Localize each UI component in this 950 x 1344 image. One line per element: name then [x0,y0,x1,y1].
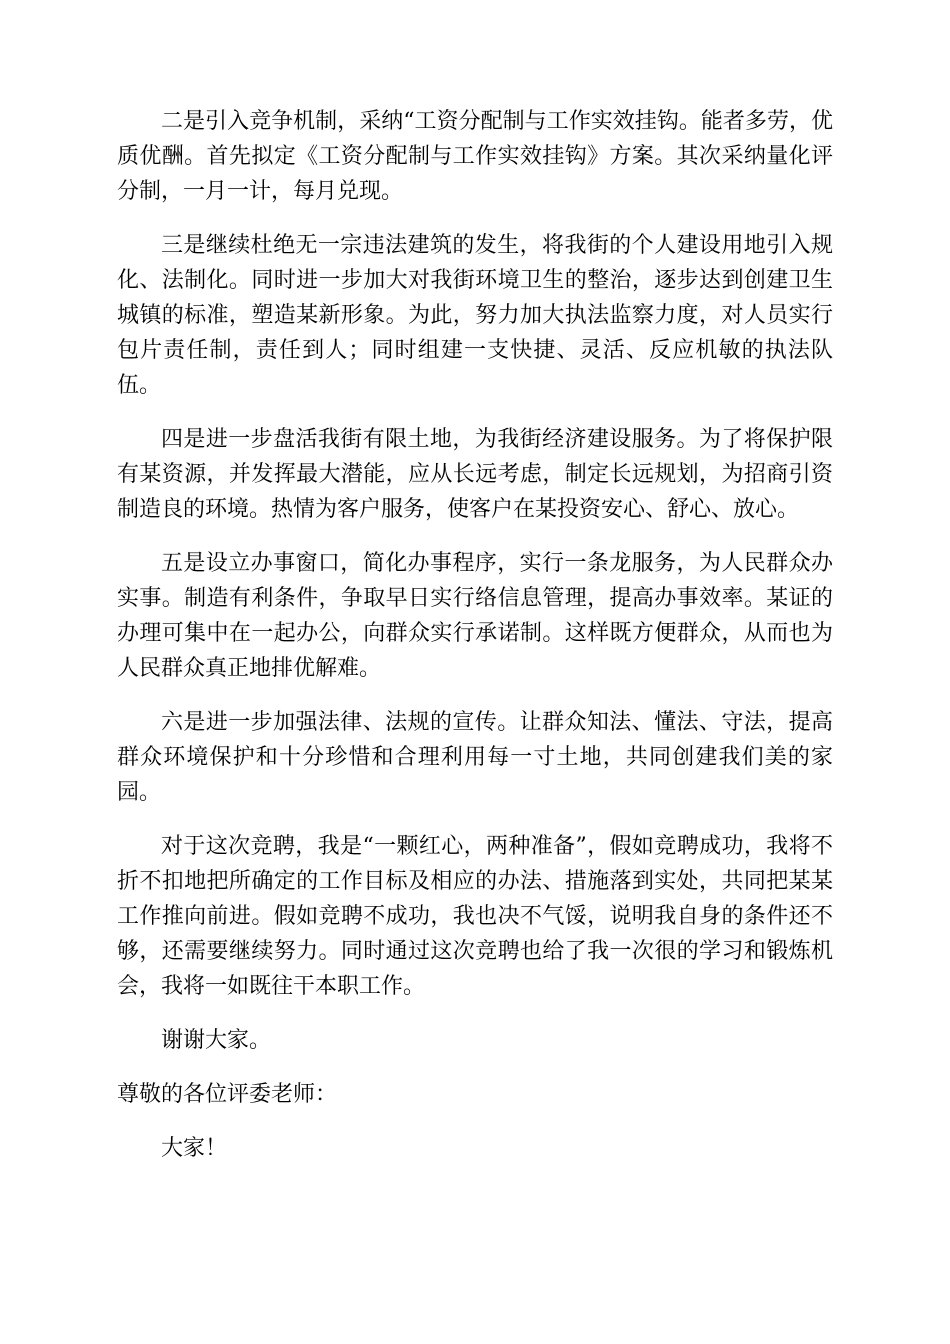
paragraph-service-window: 五是设立办事窗口，简化办事程序，实行一条龙服务，为人民群众办实事。制造有利条件，争取早日实行络信息管理，提高办事效率。某证的办理可集中在一起办公，向群众实行承诺制。这样既方便群众，从而也为人民群众真正地排优解难。 [117,551,833,681]
paragraph-greeting: 大家！ [161,1136,228,1161]
paragraph-legal-publicity: 六是进一步加强法律、法规的宣传。让群众知法、懂法、守法，提高群众环境保护和十分珍惜和合理利用每一寸土地，共同创建我们美的家园。 [117,710,833,805]
paragraph-competition-mechanism: 二是引入竞争机制，采纳“工资分配制与工作实效挂钩。能者多劳，优质优酬。首先拟定《工资分配制与工作实效挂钩》方案。其次采纳量化评分制，一月一计，每月兑现。 [117,109,833,204]
paragraph-salutation: 尊敬的各位评委老师： [117,1082,338,1107]
paragraph-competition-attitude: 对于这次竞聘，我是“一颗红心，两种准备”，假如竞聘成功，我将不折不扣地把所确定的工作目标及相应的办法、措施落到实处，共同把某某工作推向前进。假如竞聘不成功，我也决不气馁，说明我自身的条件还不够，还需要继续努力。同时通过这次竞聘也给了我一次很的学习和锻炼机会，我将一如既往干本职工作。 [117,834,833,999]
paragraph-thanks: 谢谢大家。 [161,1028,272,1053]
paragraph-land-use: 四是进一步盘活我街有限土地，为我街经济建设服务。为了将保护限有某资源，并发挥最大潜能，应从长远考虑，制定长远规划，为招商引资制造良的环境。热情为客户服务，使客户在某投资安心、舒心、放心。 [117,427,833,522]
document-body [117,104,833,1185]
paragraph-illegal-construction: 三是继续杜绝无一宗违法建筑的发生，将我街的个人建设用地引入规化、法制化。同时进一步加大对我街环境卫生的整治，逐步达到创建卫生城镇的标准，塑造某新形象。为此，努力加大执法监察力度，对人员实行包片责任制，责任到人；同时组建一支快捷、灵活、反应机敏的执法队伍。 [117,233,833,398]
